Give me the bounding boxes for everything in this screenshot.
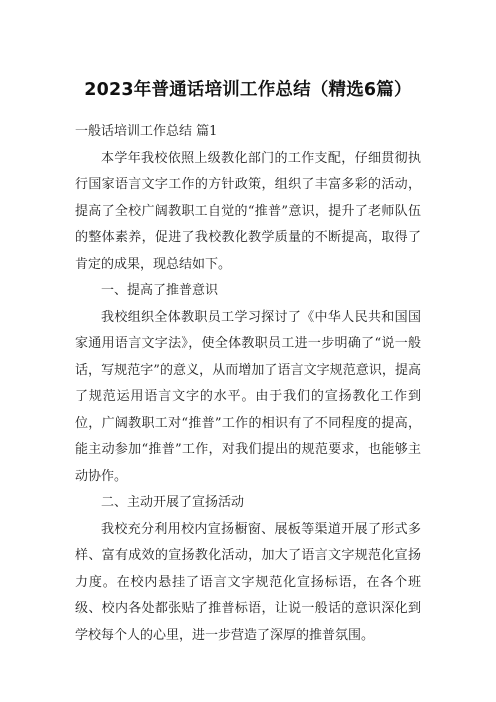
intro-paragraph: 本学年我校依照上级教化部门的工作支配，仔细贯彻执行国家语言文字工作的方针政策，组织了丰富多彩的活动，提高了全校广阔教职工自觉的“推普”意识，提升了老师队伍的整体素养，促进了我校教化教学质量的不断提高，取得了肯定的成果，现总结如下。: [75, 150, 421, 272]
section-subtitle: 一般话培训工作总结 篇1: [75, 124, 218, 139]
section-1-paragraph: 我校组织全体教职员工学习探讨了《中华人民共和国国家通用语言文字法》，使全体教职员工进一步明确了“说一般话，写规范字”的意义，从而增加了语言文字规范意识，提高了规范运用语言文字的水平。由于我们的宣扬教化工作到位，广阔教职工对“推普”工作的相识有了不同程度的提高，能主动参加“推普”工作，对我们提出的规范要求，也能够主动协作。: [75, 309, 421, 484]
section-2-paragraph: 我校充分利用校内宣扬橱窗、展板等渠道开展了形式多样、富有成效的宣扬教化活动，加大了语言文字规范化宣扬力度。在校内悬挂了语言文字规范化宣扬标语，在各个班级、校内各处都张贴了推普标语，让说一般话的意识深化到学校每个人的心里，进一步营造了深厚的推普氛围。: [75, 521, 421, 643]
document-body: [75, 119, 421, 649]
document-title: 2023年普通话培训工作总结（精选6篇）: [84, 80, 412, 100]
section-heading-2: 二、主动开展了宣扬活动: [101, 495, 245, 510]
section-heading-1: 一、提高了推普意识: [101, 283, 219, 298]
